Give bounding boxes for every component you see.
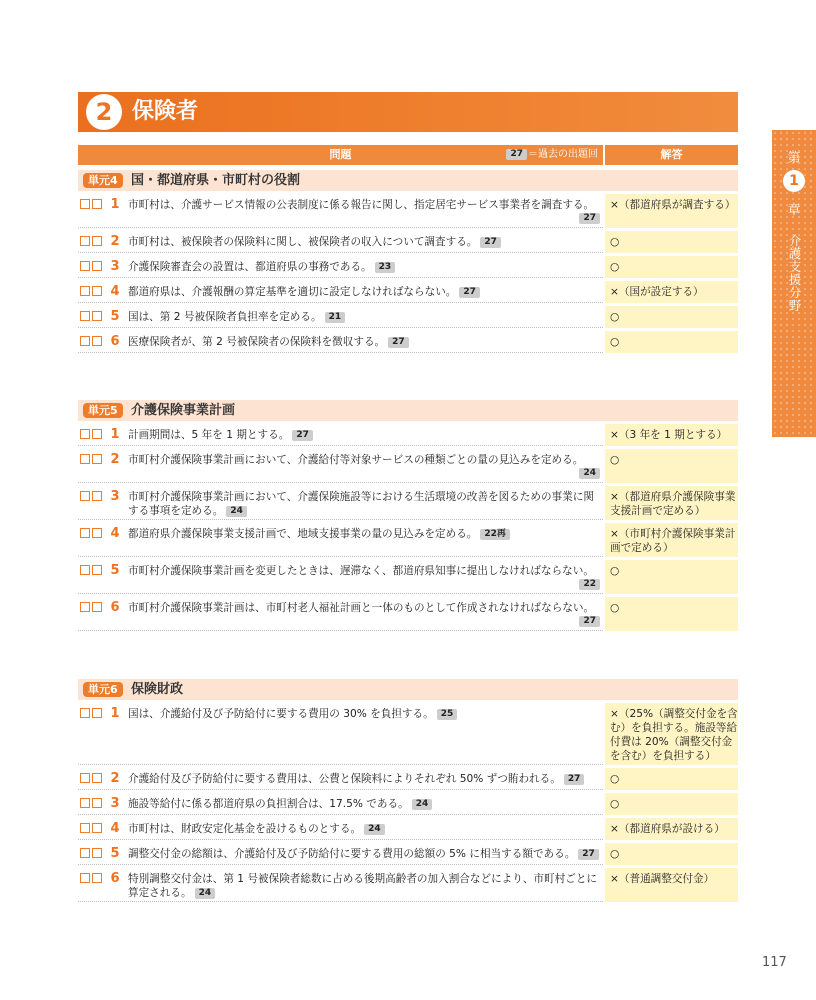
checkbox — [92, 199, 102, 209]
chapter-side-tab — [772, 130, 816, 437]
question-cell — [78, 449, 603, 483]
question-cell — [78, 523, 603, 557]
checkbox — [80, 565, 90, 575]
exam-round-badge: 22 — [579, 579, 600, 590]
checkbox — [80, 429, 90, 439]
answer-cell: ×（都道府県が設ける） — [605, 818, 738, 840]
unit-header — [78, 679, 738, 700]
exam-round-badge: 27 — [292, 430, 313, 441]
unit-section — [78, 170, 738, 353]
table-header — [78, 145, 738, 165]
question-row — [78, 868, 738, 902]
chapter-prefix: 第 — [787, 151, 801, 166]
question-statement: 市町村介護保険事業計画を変更したときは、遅滞なく、都道府県知事に提出しなければならない。 — [128, 565, 594, 577]
checkbox — [92, 286, 102, 296]
question-text — [128, 564, 600, 590]
exam-round-badge: 27 — [564, 774, 585, 785]
question-text — [128, 490, 600, 518]
checkbox — [80, 454, 90, 464]
unit-section — [78, 400, 738, 631]
question-row — [78, 331, 738, 353]
unit-title: 介護保険事業計画 — [131, 403, 236, 418]
question-cell — [78, 281, 603, 303]
exam-round-legend — [506, 145, 598, 165]
question-cell — [78, 194, 603, 228]
question-cell — [78, 331, 603, 353]
question-text — [128, 335, 600, 349]
exam-round-badge: 25 — [437, 709, 458, 720]
question-statement: 市町村介護保険事業計画は、市町村老人福祉計画と一体のものとして作成されなければならない。 — [128, 602, 595, 614]
question-text — [128, 198, 600, 224]
checkbox — [92, 528, 102, 538]
question-cell — [78, 256, 603, 278]
checkbox — [80, 708, 90, 718]
question-number: 1 — [110, 706, 120, 721]
exam-round-badge: 21 — [325, 312, 346, 323]
answer-cell: ×（3 年を 1 期とする） — [605, 424, 738, 446]
question-row — [78, 231, 738, 253]
question-statement: 市町村介護保険事業計画において、介護給付等対象サービスの種類ごとの量の見込みを定める。 — [128, 454, 584, 466]
question-row — [78, 793, 738, 815]
answer-cell: ×（都道府県介護保険事業支援計画で定める） — [605, 486, 738, 520]
question-column-header — [78, 145, 603, 165]
unit-header — [78, 400, 738, 421]
question-number: 6 — [110, 334, 120, 349]
checkbox — [92, 261, 102, 271]
question-number: 3 — [110, 489, 120, 504]
question-statement: 介護保険審査会の設置は、都道府県の事務である。 — [128, 261, 372, 273]
question-text — [128, 428, 600, 442]
question-cell — [78, 306, 603, 328]
question-number: 1 — [110, 197, 120, 212]
checkbox — [80, 286, 90, 296]
question-text — [128, 601, 600, 627]
question-statement: 都道府県介護保険事業支援計画で、地域支援事業の量の見込みを定める。 — [128, 528, 478, 540]
question-row — [78, 281, 738, 303]
question-number: 4 — [110, 526, 120, 541]
question-statement: 都道府県は、介護報酬の算定基準を適切に設定しなければならない。 — [128, 286, 457, 298]
checkbox — [80, 823, 90, 833]
question-row — [78, 306, 738, 328]
legend-text: ＝過去の出題回 — [528, 149, 598, 160]
question-text — [128, 260, 600, 274]
page-number: 117 — [762, 955, 787, 970]
answer-column-header — [605, 145, 738, 165]
question-row — [78, 424, 738, 446]
legend-badge: 27 — [506, 149, 527, 160]
checkbox — [92, 873, 102, 883]
question-number: 6 — [110, 871, 120, 886]
unit-section — [78, 679, 738, 902]
exam-round-badge: 24 — [412, 799, 433, 810]
answer-cell: ×（国が設定する） — [605, 281, 738, 303]
question-number: 4 — [110, 821, 120, 836]
question-row — [78, 843, 738, 865]
section-title-band — [78, 92, 738, 132]
question-cell — [78, 793, 603, 815]
exam-round-badge: 23 — [375, 262, 396, 273]
unit-badge: 単元4 — [83, 173, 123, 188]
answer-cell: ○ — [605, 449, 738, 483]
checkbox — [80, 848, 90, 858]
answer-cell: ○ — [605, 231, 738, 253]
question-number: 2 — [110, 234, 120, 249]
question-text — [128, 872, 600, 900]
question-statement: 国は、介護給付及び予防給付に要する費用の 30% を負担する。 — [128, 708, 434, 720]
question-header-label: 問題 — [329, 148, 352, 161]
checkbox — [80, 873, 90, 883]
unit-header — [78, 170, 738, 191]
question-cell — [78, 560, 603, 594]
checkbox — [92, 848, 102, 858]
question-row — [78, 560, 738, 594]
answer-cell: ○ — [605, 597, 738, 631]
checkbox — [80, 798, 90, 808]
checkbox — [92, 565, 102, 575]
checkbox — [80, 602, 90, 612]
checkbox — [80, 773, 90, 783]
checkbox — [92, 336, 102, 346]
answer-cell: ○ — [605, 793, 738, 815]
question-number: 3 — [110, 796, 120, 811]
question-cell — [78, 231, 603, 253]
question-row — [78, 523, 738, 557]
exam-round-badge: 27 — [579, 616, 600, 627]
checkbox — [80, 261, 90, 271]
question-cell — [78, 768, 603, 790]
checkbox — [92, 491, 102, 501]
checkbox — [92, 236, 102, 246]
question-row — [78, 256, 738, 278]
exam-round-badge: 24 — [364, 824, 385, 835]
unit-badge: 単元6 — [83, 682, 123, 697]
question-number: 5 — [110, 846, 120, 861]
question-statement: 介護給付及び予防給付に要する費用は、公費と保険料によりそれぞれ 50% ずつ賄われる。 — [128, 773, 561, 785]
question-number: 5 — [110, 563, 120, 578]
question-statement: 市町村介護保険事業計画において、介護保険施設等における生活環境の改善を図るための事業に関する事項を定める。 — [128, 491, 594, 517]
chapter-number-circle: 1 — [783, 170, 805, 192]
question-text — [128, 235, 600, 249]
question-number: 5 — [110, 309, 120, 324]
checkbox — [92, 823, 102, 833]
checkbox — [80, 236, 90, 246]
question-number: 2 — [110, 771, 120, 786]
question-row — [78, 768, 738, 790]
section-title: 保険者 — [132, 99, 199, 124]
question-number: 2 — [110, 452, 120, 467]
question-statement: 調整交付金の総額は、介護給付及び予防給付に要する費用の総額の 5% に相当する額である。 — [128, 848, 576, 860]
exam-round-badge: 24 — [579, 468, 600, 479]
question-number: 4 — [110, 284, 120, 299]
answer-cell: ○ — [605, 256, 738, 278]
question-number: 1 — [110, 427, 120, 442]
checkbox — [92, 311, 102, 321]
question-text — [128, 310, 600, 324]
question-cell — [78, 818, 603, 840]
exam-round-badge: 24 — [226, 506, 247, 517]
answer-header-label: 解答 — [660, 148, 683, 161]
question-text — [128, 822, 600, 836]
question-cell — [78, 424, 603, 446]
question-row — [78, 818, 738, 840]
section-number-circle: 2 — [86, 94, 122, 130]
chapter-field: 介護支援分野 — [787, 234, 802, 312]
checkbox — [92, 602, 102, 612]
question-row — [78, 597, 738, 631]
checkbox — [92, 798, 102, 808]
question-cell — [78, 868, 603, 902]
exam-round-badge: 24 — [195, 888, 216, 899]
question-statement: 市町村は、介護サービス情報の公表制度に係る報告に関し、指定居宅サービス事業者を調査する。 — [128, 199, 595, 211]
question-text — [128, 847, 600, 861]
question-text — [128, 797, 600, 811]
answer-cell: ×（普通調整交付金） — [605, 868, 738, 902]
exam-round-badge: 27 — [480, 237, 501, 248]
checkbox — [80, 528, 90, 538]
answer-cell: ×（市町村介護保険事業計画で定める） — [605, 523, 738, 557]
question-statement: 特別調整交付金は、第 1 号被保険者総数に占める後期高齢者の加入割合などにより、市町村ごとに算定される。 — [128, 873, 598, 899]
question-cell — [78, 703, 603, 765]
exam-round-badge: 27 — [459, 287, 480, 298]
question-number: 3 — [110, 259, 120, 274]
question-number: 6 — [110, 600, 120, 615]
question-cell — [78, 597, 603, 631]
question-statement: 医療保険者が、第 2 号被保険者の保険料を徴収する。 — [128, 336, 386, 348]
question-cell — [78, 486, 603, 520]
checkbox — [80, 311, 90, 321]
exam-round-badge: 22再 — [480, 529, 510, 540]
checkbox — [92, 429, 102, 439]
question-row — [78, 194, 738, 228]
exam-round-badge: 27 — [578, 849, 599, 860]
question-text — [128, 527, 600, 541]
checkbox — [80, 491, 90, 501]
checkbox — [92, 708, 102, 718]
answer-cell: ○ — [605, 306, 738, 328]
answer-cell: ×（都道府県が調査する） — [605, 194, 738, 228]
question-row — [78, 703, 738, 765]
question-text — [128, 285, 600, 299]
exam-round-badge: 27 — [579, 213, 600, 224]
chapter-suffix: 章 — [787, 203, 801, 218]
checkbox — [80, 199, 90, 209]
question-text — [128, 453, 600, 479]
checkbox — [92, 773, 102, 783]
checkbox — [92, 454, 102, 464]
unit-title: 国・都道府県・市町村の役割 — [131, 173, 301, 188]
question-statement: 市町村は、被保険者の保険料に関し、被保険者の収入について調査する。 — [128, 236, 478, 248]
question-statement: 施設等給付に係る都道府県の負担割合は、17.5% である。 — [128, 798, 409, 810]
exam-round-badge: 27 — [388, 337, 409, 348]
question-row — [78, 486, 738, 520]
answer-cell: ○ — [605, 843, 738, 865]
question-statement: 国は、第 2 号被保険者負担率を定める。 — [128, 311, 322, 323]
question-statement: 市町村は、財政安定化基金を設けるものとする。 — [128, 823, 362, 835]
checkbox — [80, 336, 90, 346]
answer-cell: ○ — [605, 331, 738, 353]
question-row — [78, 449, 738, 483]
question-statement: 計画期間は、5 年を 1 期とする。 — [128, 429, 290, 441]
question-text — [128, 772, 600, 786]
answer-cell: ○ — [605, 560, 738, 594]
unit-badge: 単元5 — [83, 403, 123, 418]
unit-title: 保険財政 — [131, 682, 184, 697]
answer-cell: ×（25%（調整交付金を含む）を負担する。施設等給付費は 20%（調整交付金を含む）を負担する） — [605, 703, 738, 765]
question-text — [128, 707, 600, 721]
question-cell — [78, 843, 603, 865]
answer-cell: ○ — [605, 768, 738, 790]
